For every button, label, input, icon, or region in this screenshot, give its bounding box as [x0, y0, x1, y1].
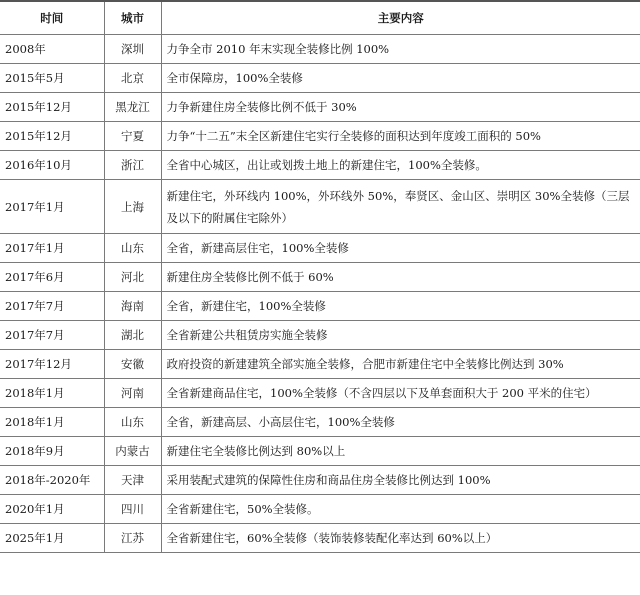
cell-content: 采用装配式建筑的保障性住房和商品住房全装修比例达到 100% — [161, 466, 640, 495]
cell-content: 全省中心城区，出让或划拨土地上的新建住宅，100%全装修。 — [161, 151, 640, 180]
table-header-row — [0, 1, 640, 35]
cell-content: 新建住宅全装修比例达到 80%以上 — [161, 437, 640, 466]
table-row — [0, 35, 640, 64]
cell-time: 2016年10月 — [0, 151, 104, 180]
table-row — [0, 93, 640, 122]
cell-time: 2018年-2020年 — [0, 466, 104, 495]
cell-content: 政府投资的新建建筑全部实施全装修，合肥市新建住宅中全装修比例达到 30% — [161, 350, 640, 379]
cell-city: 山东 — [104, 408, 161, 437]
cell-time: 2017年12月 — [0, 350, 104, 379]
cell-city: 江苏 — [104, 524, 161, 553]
cell-content: 全省，新建高层住宅，100%全装修 — [161, 234, 640, 263]
cell-city: 河南 — [104, 379, 161, 408]
cell-city: 天津 — [104, 466, 161, 495]
cell-time: 2020年1月 — [0, 495, 104, 524]
table-row — [0, 122, 640, 151]
header-time: 时间 — [0, 1, 104, 35]
cell-time: 2018年1月 — [0, 408, 104, 437]
cell-city: 河北 — [104, 263, 161, 292]
cell-time: 2018年1月 — [0, 379, 104, 408]
cell-time: 2017年1月 — [0, 180, 104, 234]
cell-content: 全省新建住宅，60%全装修（装饰装修装配化率达到 60%以上） — [161, 524, 640, 553]
header-content: 主要内容 — [161, 1, 640, 35]
table-row — [0, 321, 640, 350]
cell-time: 2015年5月 — [0, 64, 104, 93]
table-row — [0, 263, 640, 292]
table-row — [0, 437, 640, 466]
cell-city: 黑龙江 — [104, 93, 161, 122]
cell-time: 2017年1月 — [0, 234, 104, 263]
cell-time: 2008年 — [0, 35, 104, 64]
cell-time: 2018年9月 — [0, 437, 104, 466]
cell-city: 山东 — [104, 234, 161, 263]
table-row — [0, 495, 640, 524]
table-row — [0, 408, 640, 437]
cell-content: 力争全市 2010 年末实现全装修比例 100% — [161, 35, 640, 64]
cell-time: 2017年7月 — [0, 321, 104, 350]
cell-content: 力争“十二五”末全区新建住宅实行全装修的面积达到年度竣工面积的 50% — [161, 122, 640, 151]
cell-time: 2017年6月 — [0, 263, 104, 292]
cell-content: 全市保障房，100%全装修 — [161, 64, 640, 93]
table-row — [0, 292, 640, 321]
header-city: 城市 — [104, 1, 161, 35]
cell-city: 湖北 — [104, 321, 161, 350]
table-row — [0, 64, 640, 93]
table-row — [0, 151, 640, 180]
cell-city: 四川 — [104, 495, 161, 524]
cell-content: 新建住宅，外环线内 100%，外环线外 50%，奉贤区、金山区、崇明区 30%全装修（三层及以下的附属住宅除外） — [161, 180, 640, 234]
cell-content: 全省，新建住宅，100%全装修 — [161, 292, 640, 321]
cell-content: 新建住房全装修比例不低于 60% — [161, 263, 640, 292]
table-row — [0, 234, 640, 263]
table-row — [0, 379, 640, 408]
cell-content: 全省新建公共租赁房实施全装修 — [161, 321, 640, 350]
cell-content: 全省，新建高层、小高层住宅，100%全装修 — [161, 408, 640, 437]
cell-content: 全省新建商品住宅，100%全装修（不含四层以下及单套面积大于 200 平米的住宅） — [161, 379, 640, 408]
cell-content: 力争新建住房全装修比例不低于 30% — [161, 93, 640, 122]
cell-city: 浙江 — [104, 151, 161, 180]
cell-city: 海南 — [104, 292, 161, 321]
cell-city: 安徽 — [104, 350, 161, 379]
cell-content: 全省新建住宅，50%全装修。 — [161, 495, 640, 524]
table-row — [0, 180, 640, 234]
cell-time: 2015年12月 — [0, 93, 104, 122]
cell-city: 内蒙古 — [104, 437, 161, 466]
table-row — [0, 350, 640, 379]
cell-city: 深圳 — [104, 35, 161, 64]
cell-time: 2017年7月 — [0, 292, 104, 321]
cell-city: 北京 — [104, 64, 161, 93]
cell-city: 上海 — [104, 180, 161, 234]
cell-city: 宁夏 — [104, 122, 161, 151]
cell-time: 2025年1月 — [0, 524, 104, 553]
table-row — [0, 524, 640, 553]
table-row — [0, 466, 640, 495]
cell-time: 2015年12月 — [0, 122, 104, 151]
